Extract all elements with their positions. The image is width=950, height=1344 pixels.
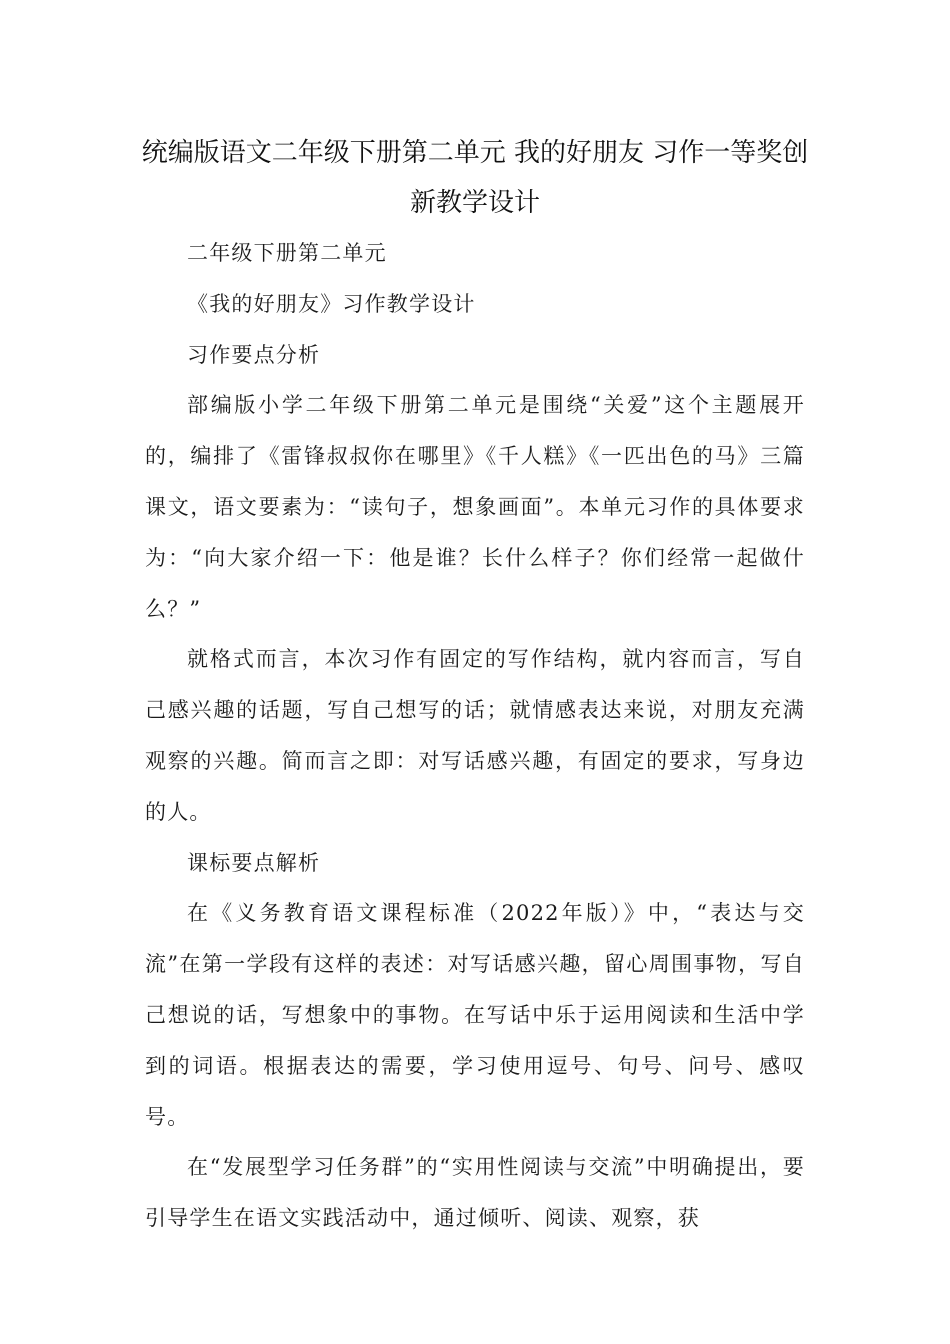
unit-label: 二年级下册第二单元 [187,241,387,265]
section-heading-standards: 课标要点解析 [187,850,321,875]
document-title: 统编版语文二年级下册第二单元 我的好朋友 习作一等奖创新教学设计 [141,138,809,218]
document-body [145,228,805,1244]
paragraph-unit-overview: 部编版小学二年级下册第二单元是围绕“关爱”这个主题展开的，编排了《雷锋叔叔你在哪里》《千人糕》《一匹出色的马》三篇课文，语文要素为：“读句子，想象画面”。本单元习作的具体要求为：“向大家介绍一下：他是谁？长什么样子？你们经常一起做什么？” [145,393,805,621]
paragraph-format: 就格式而言，本次习作有固定的写作结构，就内容而言，写自己感兴趣的话题，写自己想写的话；就情感表达来说，对朋友充满观察的兴趣。简而言之即：对写话感兴趣，有固定的要求，写身边的人。 [145,647,805,824]
paragraph-standards: 在《义务教育语文课程标准（2022年版）》中，“表达与交流”在第一学段有这样的表述：对写话感兴趣，留心周围事物，写自己想说的话，写想象中的事物。在写话中乐于运用阅读和生活中学到的词语。根据表达的需要，学习使用逗号、句号、问号、感叹号。 [145,901,805,1129]
section-heading-analysis: 习作要点分析 [187,342,321,367]
design-title: 《我的好朋友》习作教学设计 [187,291,476,316]
paragraph-task-group: 在“发展型学习任务群”的“实用性阅读与交流”中明确提出，要引导学生在语文实践活动中，通过倾听、阅读、观察，获 [145,1155,805,1231]
